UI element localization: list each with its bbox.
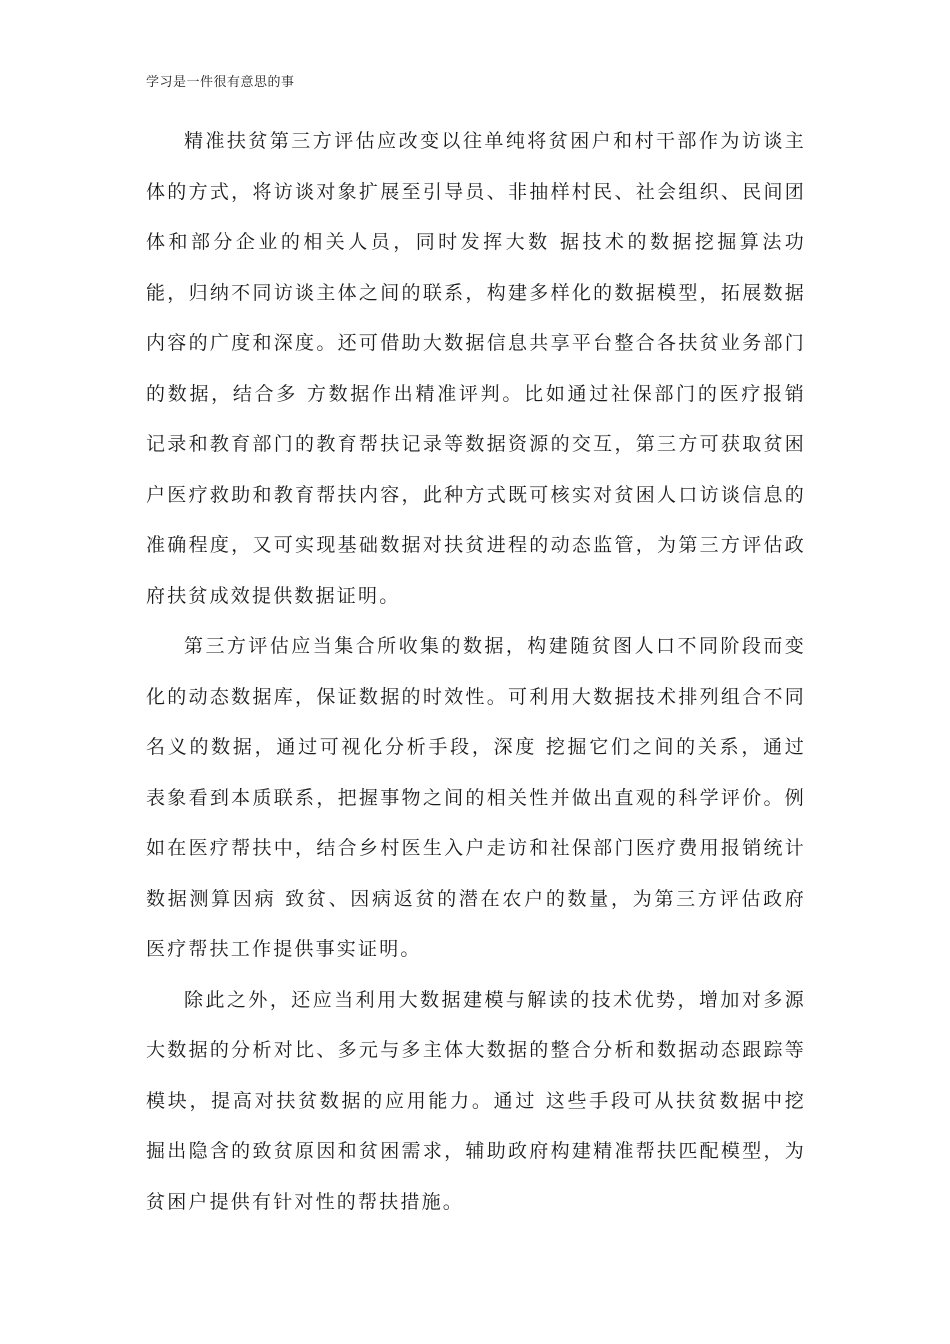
page-header: 学习是一件很有意思的事	[146, 75, 295, 90]
paragraph-3: 除此之外，还应当利用大数据建模与解读的技术优势，增加对多源大数据的分析对比、多元与多主体大数据的整合分析和数据动态跟踪等模块，提高对扶贫数据的应用能力。通过 这些手段可从扶贫数据中挖掘出隐含的致贫原因和贫困需求，辅助政府构建精准帮扶匹配模型，为贫困户提供有针对性的帮扶措施。	[146, 988, 806, 1213]
paragraph-1: 精准扶贫第三方评估应改变以往单纯将贫困户和村干部作为访谈主体的方式，将访谈对象扩展至引导员、非抽样村民、社会组织、民间团体和部分企业的相关人员，同时发挥大数 据技术的数据挖掘算法功能，归纳不同访谈主体之间的联系，构建多样化的数据模型，拓展数据内容的广度和深度。还可借助大数据信息共享平台整合各扶贫业务部门的数据，结合多 方数据作出精准评判。比如通过社保部门的医疗报销记录和教育部门的教育帮扶记录等数据资源的交互，第三方可获取贫困户医疗救助和教育帮扶内容，此种方式既可核实对贫困人口访谈信息的准确程度，又可实现基础数据对扶贫进程的动态监管，为第三方评估政府扶贫成效提供数据证明。	[146, 130, 806, 607]
paragraph-2: 第三方评估应当集合所收集的数据，构建随贫图人口不同阶段而变化的动态数据库，保证数据的时效性。可利用大数据技术排列组合不同名义的数据，通过可视化分析手段，深度 挖掘它们之间的关系，通过表象看到本质联系，把握事物之间的相关性并做出直观的科学评价。例如在医疗帮扶中，结合乡村医生入户走访和社保部门医疗费用报销统计数据测算因病 致贫、因病返贫的潜在农户的数量，为第三方评估政府医疗帮扶工作提供事实证明。	[146, 635, 806, 960]
document-body	[146, 116, 806, 1227]
